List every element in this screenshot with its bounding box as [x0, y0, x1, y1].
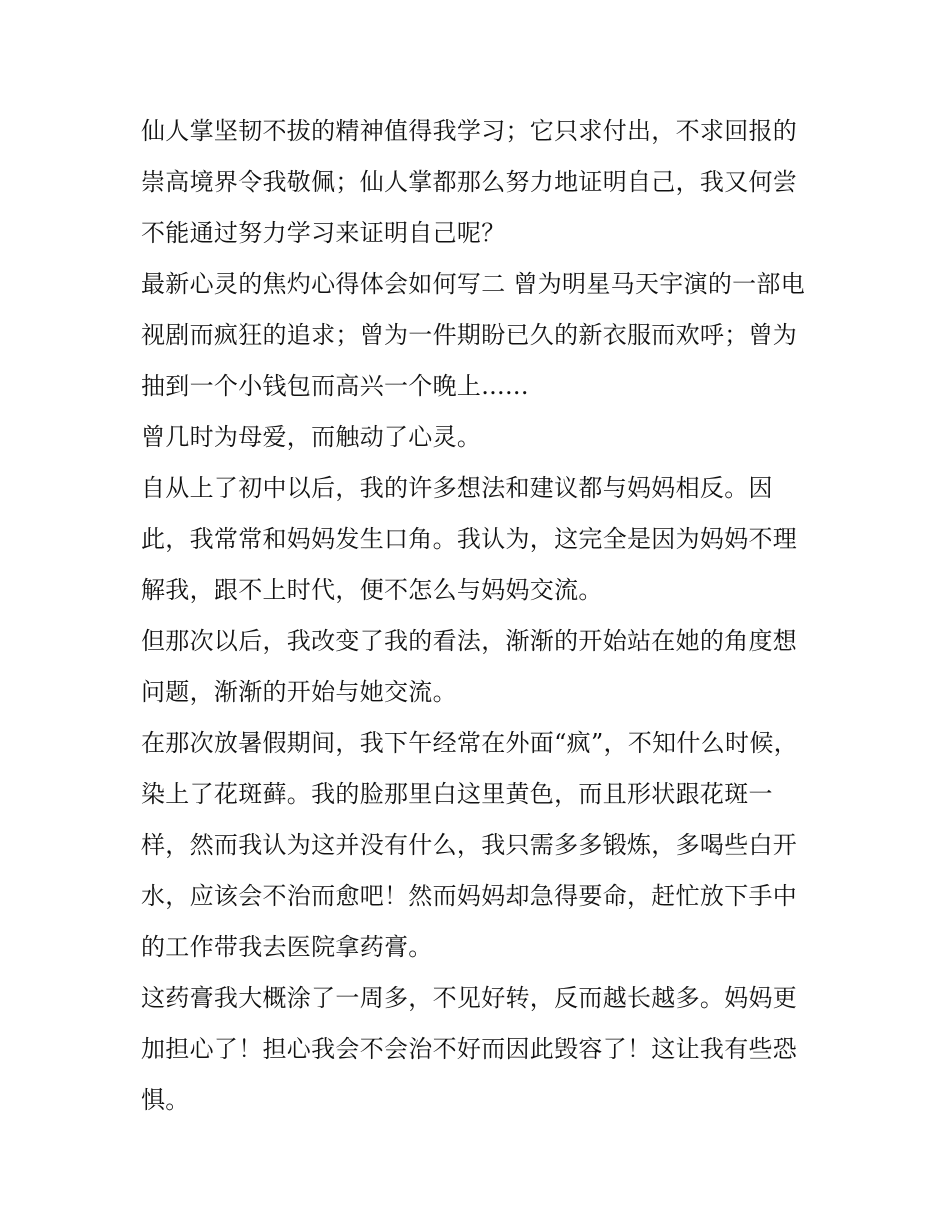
- paragraph-2: 最新心灵的焦灼心得体会如何写二 曾为明星马天宇演的一部电视剧而疯狂的追求；曾为一件期盼已久的新衣服而欢呼；曾为抽到一个小钱包而高兴一个晚上......: [141, 270, 806, 400]
- paragraph-4: 自从上了初中以后，我的许多想法和建议都与妈妈相反。因此，我常常和妈妈发生口角。我认为，这完全是因为妈妈不理解我，跟不上时代，便不怎么与妈妈交流。: [141, 474, 798, 604]
- paragraph-7: 这药膏我大概涂了一周多，不见好转，反而越长越多。妈妈更加担心了！担心我会不会治不好而因此毁容了！这让我有些恐惧。: [141, 984, 798, 1114]
- paragraph-6: 在那次放暑假期间，我下午经常在外面“疯”，不知什么时候，染上了花斑藓。我的脸那里白这里黄色，而且形状跟花斑一样，然而我认为这并没有什么，我只需多多锻炼，多喝些白开水，应该会不治而愈吧！然而妈妈却急得要命，赶忙放下手中的工作带我去医院拿药膏。: [141, 729, 798, 961]
- paragraph-1: 仙人掌坚韧不拔的精神值得我学习；它只求付出，不求回报的崇高境界令我敬佩；仙人掌都那么努力地证明自己，我又何尝不能通过努力学习来证明自己呢？: [141, 117, 798, 247]
- paragraph-3: 曾几时为母爱，而触动了心灵。: [141, 423, 482, 451]
- paragraph-5: 但那次以后，我改变了我的看法，渐渐的开始站在她的角度想问题，渐渐的开始与她交流。: [141, 627, 798, 706]
- document-body: [141, 106, 821, 1126]
